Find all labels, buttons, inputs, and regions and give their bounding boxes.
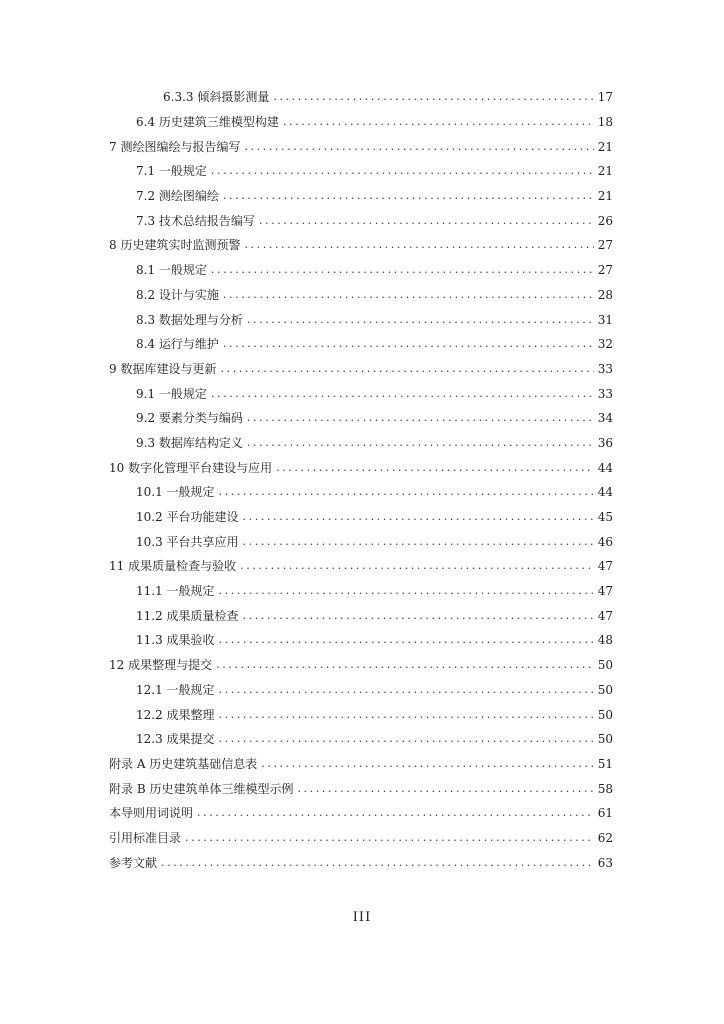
toc-entry-page-number: 50 — [597, 732, 613, 747]
toc-entry-page-number: 21 — [597, 139, 613, 154]
toc-entry-title: 10.3 平台共享应用 — [136, 534, 239, 549]
toc-entry[interactable] — [0, 801, 724, 826]
toc-dot-leader — [243, 510, 594, 524]
toc-entry-page-number: 50 — [597, 658, 613, 673]
toc-entry-page-number: 58 — [597, 781, 613, 796]
toc-entry-page-number: 50 — [597, 707, 613, 722]
toc-entry-title: 12.2 成果整理 — [136, 707, 215, 722]
toc-dot-leader — [223, 337, 594, 351]
toc-entry-page-number: 61 — [597, 806, 613, 821]
toc-entry-title: 8.2 设计与实施 — [136, 287, 219, 302]
toc-dot-leader — [211, 387, 594, 401]
toc-dot-leader — [219, 584, 594, 598]
toc-entry-title: 10.2 平台功能建设 — [136, 510, 239, 525]
toc-dot-leader — [219, 732, 594, 746]
toc-entry[interactable] — [0, 505, 724, 530]
toc-entry[interactable] — [0, 678, 724, 703]
toc-dot-leader — [247, 411, 594, 425]
toc-entry[interactable] — [0, 159, 724, 184]
toc-dot-leader — [243, 609, 594, 623]
toc-entry-page-number: 33 — [597, 361, 613, 376]
toc-dot-leader — [219, 485, 594, 499]
toc-entry-title: 12.3 成果提交 — [136, 732, 215, 747]
toc-dot-leader — [261, 757, 593, 771]
toc-entry-title: 11.1 一般规定 — [136, 584, 215, 599]
toc-entry-title: 8.1 一般规定 — [136, 263, 207, 278]
toc-entry[interactable] — [0, 702, 724, 727]
toc-entry[interactable] — [0, 184, 724, 209]
toc-entry-title: 11 成果质量检查与验收 — [109, 559, 237, 574]
toc-entry-page-number: 17 — [597, 90, 613, 105]
toc-entry-page-number: 47 — [597, 559, 613, 574]
toc-dot-leader — [244, 140, 593, 154]
toc-entry[interactable] — [0, 579, 724, 604]
toc-dot-leader — [259, 214, 594, 228]
toc-entry[interactable] — [0, 134, 724, 159]
toc-entry[interactable] — [0, 110, 724, 135]
toc-dot-leader — [219, 708, 594, 722]
toc-entry[interactable] — [0, 554, 724, 579]
toc-entry-page-number: 34 — [597, 411, 613, 426]
toc-entry-title: 12 成果整理与提交 — [109, 658, 213, 673]
toc-entry[interactable] — [0, 233, 724, 258]
toc-entry-page-number: 33 — [597, 386, 613, 401]
toc-entry-page-number: 18 — [597, 115, 613, 130]
toc-entry[interactable] — [0, 455, 724, 480]
toc-entry-page-number: 47 — [597, 608, 613, 623]
toc-entry-title: 6.4 历史建筑三维模型构建 — [136, 115, 279, 130]
toc-entry-title: 11.2 成果质量检查 — [136, 608, 239, 623]
toc-dot-leader — [240, 559, 594, 573]
toc-entry[interactable] — [0, 776, 724, 801]
toc-entry-title: 11.3 成果验收 — [136, 633, 215, 648]
toc-entry-page-number: 51 — [597, 756, 613, 771]
toc-entry[interactable] — [0, 85, 724, 110]
toc-dot-leader — [243, 535, 594, 549]
toc-entry-page-number: 31 — [597, 312, 613, 327]
toc-dot-leader — [273, 90, 593, 104]
toc-entry[interactable] — [0, 727, 724, 752]
toc-entry-page-number: 27 — [597, 263, 613, 278]
toc-entry-title: 12.1 一般规定 — [136, 682, 215, 697]
toc-entry-title: 附录 B 历史建筑单体三维模型示例 — [109, 781, 294, 796]
toc-dot-leader — [220, 362, 593, 376]
toc-entry-page-number: 45 — [597, 510, 613, 525]
toc-entry-title: 9.1 一般规定 — [136, 386, 207, 401]
toc-entry-page-number: 27 — [597, 238, 613, 253]
toc-entry-title: 7.2 测绘图编绘 — [136, 189, 219, 204]
toc-entry-title: 9 数据库建设与更新 — [109, 361, 217, 376]
toc-entry[interactable] — [0, 208, 724, 233]
toc-dot-leader — [211, 164, 594, 178]
toc-dot-leader — [219, 633, 594, 647]
toc-entry[interactable] — [0, 283, 724, 308]
toc-dot-leader — [185, 831, 594, 845]
toc-entry-page-number: 26 — [597, 213, 613, 228]
toc-dot-leader — [276, 461, 594, 475]
toc-entry-title: 8.3 数据处理与分析 — [136, 312, 243, 327]
toc-dot-leader — [223, 189, 594, 203]
toc-entry[interactable] — [0, 826, 724, 851]
toc-entry[interactable] — [0, 406, 724, 431]
toc-entry-page-number: 44 — [597, 460, 613, 475]
toc-entry-title: 附录 A 历史建筑基础信息表 — [109, 756, 258, 771]
toc-entry[interactable] — [0, 357, 724, 382]
toc-entry[interactable] — [0, 603, 724, 628]
toc-entry-page-number: 47 — [597, 584, 613, 599]
page-number: III — [352, 910, 372, 925]
toc-entry-title: 本导则用词说明 — [109, 806, 194, 821]
toc-entry[interactable] — [0, 628, 724, 653]
toc-dot-leader — [161, 856, 594, 870]
toc-entry[interactable] — [0, 431, 724, 456]
toc-entry-page-number: 21 — [597, 189, 613, 204]
toc-entry-title: 7.3 技术总结报告编写 — [136, 213, 255, 228]
toc-entry-page-number: 44 — [597, 485, 613, 500]
toc-entry-title: 引用标准目录 — [109, 830, 182, 845]
toc-dot-leader — [211, 263, 594, 277]
toc-entry-title: 8.4 运行与维护 — [136, 337, 219, 352]
toc-entry-page-number: 50 — [597, 682, 613, 697]
toc-dot-leader — [297, 782, 593, 796]
toc-dot-leader — [244, 238, 593, 252]
toc-entry[interactable] — [0, 480, 724, 505]
toc-dot-leader — [247, 436, 594, 450]
toc-entry-title: 参考文献 — [109, 855, 158, 870]
toc-dot-leader — [197, 806, 594, 820]
toc-entry[interactable] — [0, 332, 724, 357]
toc-entry-page-number: 36 — [597, 435, 613, 450]
toc-entry-page-number: 21 — [597, 164, 613, 179]
toc-entry-page-number: 46 — [597, 534, 613, 549]
toc-entry-page-number: 48 — [597, 633, 613, 648]
toc-entry-title: 7.1 一般规定 — [136, 164, 207, 179]
toc-entry[interactable] — [0, 529, 724, 554]
toc-entry-title: 6.3.3 倾斜摄影测量 — [163, 90, 270, 105]
toc-dot-leader — [283, 115, 594, 129]
toc-entry-title: 10 数字化管理平台建设与应用 — [109, 460, 273, 475]
toc-entry[interactable] — [0, 307, 724, 332]
toc-dot-leader — [223, 288, 594, 302]
toc-entry-title: 9.2 要素分类与编码 — [136, 411, 243, 426]
toc-entry[interactable] — [0, 850, 724, 875]
toc-dot-leader — [219, 683, 594, 697]
toc-entry-title: 10.1 一般规定 — [136, 485, 215, 500]
toc-entry-title: 7 测绘图编绘与报告编写 — [109, 139, 241, 154]
toc-entry-page-number: 28 — [597, 287, 613, 302]
toc-entry-title: 8 历史建筑实时监测预警 — [109, 238, 241, 253]
toc-entry[interactable] — [0, 752, 724, 777]
toc-entry[interactable] — [0, 381, 724, 406]
toc-entry[interactable] — [0, 653, 724, 678]
toc-dot-leader — [216, 658, 594, 672]
toc-entry-page-number: 32 — [597, 337, 613, 352]
toc-entry-title: 9.3 数据库结构定义 — [136, 435, 243, 450]
toc-entry-page-number: 62 — [597, 830, 613, 845]
toc-entry[interactable] — [0, 258, 724, 283]
table-of-contents — [0, 85, 724, 875]
toc-dot-leader — [247, 313, 594, 327]
toc-entry-page-number: 63 — [597, 855, 613, 870]
